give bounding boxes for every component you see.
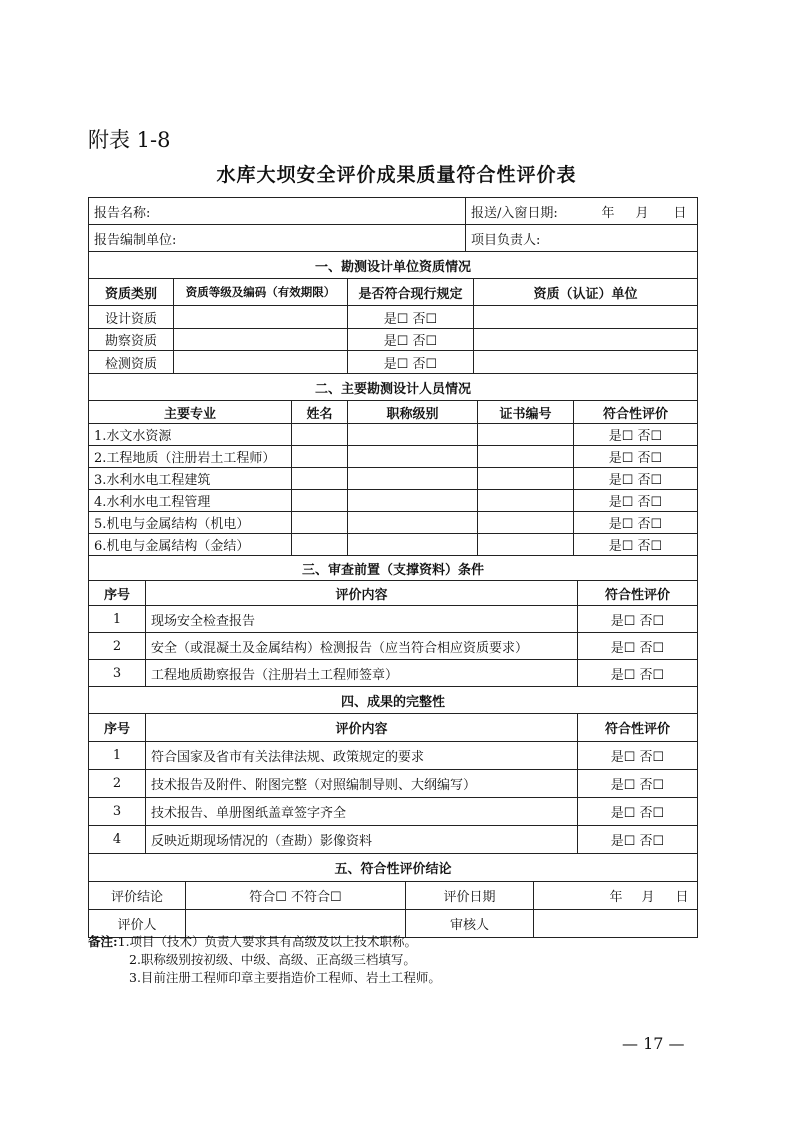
project-lead-label: 项目负责人: bbox=[465, 225, 697, 251]
major-label: 4.水利水电工程管理 bbox=[94, 495, 211, 510]
section1-header-grade: 资质等级及编码（有效期限） bbox=[173, 279, 347, 305]
major-label: 2.工程地质（注册岩土工程师） bbox=[94, 451, 276, 466]
compliance-checkbox[interactable]: 是☐ 否☐ bbox=[573, 512, 697, 533]
report-name-label: 报告名称: bbox=[94, 205, 151, 221]
conclusion-row bbox=[88, 882, 698, 910]
form-title: 水库大坝安全评价成果质量符合性评价表 bbox=[216, 164, 577, 186]
section4-header-no: 序号 bbox=[103, 722, 130, 737]
table-row bbox=[88, 770, 698, 798]
notes-block bbox=[88, 933, 441, 987]
table-row bbox=[88, 424, 698, 446]
info-row-report-name bbox=[88, 197, 698, 225]
major-label: 6.机电与金属结构（金结） bbox=[94, 539, 250, 554]
compliance-checkbox[interactable]: 是☐ 否☐ bbox=[577, 606, 697, 632]
compliance-checkbox[interactable]: 是☐ 否☐ bbox=[573, 534, 697, 555]
compliance-checkbox[interactable]: 是☐ 否☐ bbox=[577, 633, 697, 659]
section2-header-cert-no: 证书编号 bbox=[477, 401, 573, 423]
row-number: 1 bbox=[112, 611, 122, 627]
evaluation-form-table bbox=[88, 197, 698, 938]
title-level-cell[interactable] bbox=[347, 446, 477, 467]
table-row bbox=[88, 329, 698, 351]
section1-header-type: 资质类别 bbox=[104, 286, 157, 302]
table-row bbox=[88, 468, 698, 490]
qualification-type: 勘察资质 bbox=[104, 334, 157, 349]
compliance-checkbox[interactable]: 是☐ 否☐ bbox=[577, 660, 697, 686]
section2-header-major: 主要专业 bbox=[163, 406, 216, 422]
title-level-cell[interactable] bbox=[347, 424, 477, 445]
submit-day-label: 日 bbox=[673, 205, 687, 221]
evaluation-content: 现场安全检查报告 bbox=[145, 606, 577, 632]
compliance-checkbox[interactable]: 是☐ 否☐ bbox=[573, 490, 697, 511]
qualification-type: 检测资质 bbox=[104, 356, 157, 372]
note-item: 2.职称级别按初级、中级、高级、正高级三档填写。 bbox=[129, 952, 416, 967]
table-row bbox=[88, 490, 698, 512]
conclusion-label: 评价结论 bbox=[110, 890, 163, 905]
qualification-grade-cell[interactable] bbox=[173, 351, 347, 373]
section3-header-row bbox=[88, 581, 698, 606]
evaluator-label: 评价人 bbox=[117, 918, 157, 933]
conclusion-checkboxes[interactable]: 符合☐ 不符合☐ bbox=[185, 882, 405, 909]
cert-no-cell[interactable] bbox=[477, 490, 573, 511]
compliance-checkbox[interactable]: 是☐ 否☐ bbox=[347, 351, 473, 373]
section1-title-row bbox=[88, 252, 698, 279]
section2-title-row bbox=[88, 374, 698, 401]
major-label: 1.水文水资源 bbox=[94, 429, 172, 444]
qualification-grade-cell[interactable] bbox=[173, 306, 347, 328]
note-item: 3.目前注册工程师印章主要指造价工程师、岩土工程师。 bbox=[129, 970, 441, 985]
info-row-compiler bbox=[88, 225, 698, 252]
reviewer-cell[interactable] bbox=[533, 910, 697, 937]
compiler-label: 报告编制单位: bbox=[94, 232, 177, 248]
section2-header-name: 姓名 bbox=[291, 401, 347, 423]
evaluation-content: 反映近期现场情况的（查勘）影像资料 bbox=[145, 826, 577, 853]
submit-year-label: 年 bbox=[601, 205, 615, 221]
section2-header-title-level: 职称级别 bbox=[347, 401, 477, 423]
row-number: 4 bbox=[112, 832, 122, 847]
table-row bbox=[88, 826, 698, 854]
section1-header-row bbox=[88, 279, 698, 306]
evaluation-content: 工程地质勘察报告（注册岩土工程师签章） bbox=[145, 660, 577, 686]
evaluation-content: 安全（或混凝土及金属结构）检测报告（应当符合相应资质要求） bbox=[145, 633, 577, 659]
compliance-checkbox[interactable]: 是☐ 否☐ bbox=[573, 424, 697, 445]
table-row bbox=[88, 534, 698, 556]
table-row bbox=[88, 633, 698, 660]
section1-header-unit: 资质（认证）单位 bbox=[473, 279, 697, 305]
title-level-cell[interactable] bbox=[347, 468, 477, 489]
evaluation-content: 技术报告、单册图纸盖章签字齐全 bbox=[145, 798, 577, 825]
eval-month-label: 月 bbox=[641, 890, 655, 905]
title-level-cell[interactable] bbox=[347, 512, 477, 533]
cert-no-cell[interactable] bbox=[477, 512, 573, 533]
compliance-checkbox[interactable]: 是☐ 否☐ bbox=[347, 329, 473, 350]
section4-title: 四、成果的完整性 bbox=[340, 694, 445, 710]
compliance-checkbox[interactable]: 是☐ 否☐ bbox=[573, 446, 697, 467]
section4-header-content: 评价内容 bbox=[145, 714, 577, 741]
title-level-cell[interactable] bbox=[347, 534, 477, 555]
section1-title: 一、勘测设计单位资质情况 bbox=[314, 259, 471, 275]
cert-no-cell[interactable] bbox=[477, 424, 573, 445]
section3-title-row bbox=[88, 556, 698, 581]
row-number: 3 bbox=[112, 665, 122, 681]
section3-header-evaluation: 符合性评价 bbox=[577, 581, 697, 605]
qualification-unit-cell[interactable] bbox=[473, 329, 697, 350]
evaluation-content: 符合国家及省市有关法律法规、政策规定的要求 bbox=[145, 742, 577, 769]
person-name-cell[interactable] bbox=[291, 468, 347, 489]
section2-header-row bbox=[88, 401, 698, 424]
compliance-checkbox[interactable]: 是☐ 否☐ bbox=[577, 742, 697, 769]
section2-header-evaluation: 符合性评价 bbox=[573, 401, 697, 423]
eval-date-label: 评价日期 bbox=[405, 882, 533, 909]
table-row bbox=[88, 351, 698, 374]
section3-title: 三、审查前置（支撑资料）条件 bbox=[301, 562, 484, 578]
person-name-cell[interactable] bbox=[291, 512, 347, 533]
cert-no-cell[interactable] bbox=[477, 468, 573, 489]
row-number: 1 bbox=[112, 748, 122, 763]
section5-title-row bbox=[88, 854, 698, 882]
compliance-checkbox[interactable]: 是☐ 否☐ bbox=[577, 770, 697, 797]
attachment-label: 附表 1-8 bbox=[88, 128, 171, 152]
section3-header-no: 序号 bbox=[103, 587, 130, 603]
table-row bbox=[88, 606, 698, 633]
notes-label: 备注: bbox=[88, 934, 118, 949]
eval-day-label: 日 bbox=[675, 890, 689, 905]
section2-title: 二、主要勘测设计人员情况 bbox=[314, 381, 471, 397]
cert-no-cell[interactable] bbox=[477, 534, 573, 555]
compliance-checkbox[interactable]: 是☐ 否☐ bbox=[577, 826, 697, 853]
qualification-type: 设计资质 bbox=[104, 311, 157, 327]
section5-title: 五、符合性评价结论 bbox=[334, 862, 452, 877]
qualification-unit-cell[interactable] bbox=[473, 306, 697, 328]
table-row bbox=[88, 660, 698, 687]
section4-header-row bbox=[88, 714, 698, 742]
table-row bbox=[88, 798, 698, 826]
person-name-cell[interactable] bbox=[291, 446, 347, 467]
page-number: — 17 — bbox=[622, 1034, 685, 1053]
section3-header-content: 评价内容 bbox=[145, 581, 577, 605]
section4-header-evaluation: 符合性评价 bbox=[577, 714, 697, 741]
section4-title-row bbox=[88, 687, 698, 714]
table-row bbox=[88, 742, 698, 770]
eval-year-label: 年 bbox=[609, 890, 623, 905]
reviewer-label: 审核人 bbox=[405, 910, 533, 937]
table-row bbox=[88, 512, 698, 534]
major-label: 5.机电与金属结构（机电） bbox=[94, 517, 250, 532]
row-number: 3 bbox=[112, 804, 122, 819]
table-row bbox=[88, 306, 698, 329]
table-row bbox=[88, 446, 698, 468]
cert-no-cell[interactable] bbox=[477, 446, 573, 467]
compliance-checkbox[interactable]: 是☐ 否☐ bbox=[347, 306, 473, 328]
note-item: 1.项目（技术）负责人要求具有高级及以上技术职称。 bbox=[117, 934, 418, 949]
submit-date-label: 报送/入窗日期: bbox=[465, 198, 593, 224]
major-label: 3.水利水电工程建筑 bbox=[94, 473, 211, 488]
submit-month-label: 月 bbox=[635, 205, 649, 221]
person-name-cell[interactable] bbox=[291, 424, 347, 445]
compliance-checkbox[interactable]: 是☐ 否☐ bbox=[577, 798, 697, 825]
section1-header-compliance: 是否符合现行规定 bbox=[347, 279, 473, 305]
person-name-cell[interactable] bbox=[291, 490, 347, 511]
row-number: 2 bbox=[112, 638, 122, 654]
evaluation-content: 技术报告及附件、附图完整（对照编制导则、大纲编写） bbox=[145, 770, 577, 797]
person-name-cell[interactable] bbox=[291, 534, 347, 555]
compliance-checkbox[interactable]: 是☐ 否☐ bbox=[573, 468, 697, 489]
qualification-unit-cell[interactable] bbox=[473, 351, 697, 373]
row-number: 2 bbox=[112, 776, 122, 791]
title-level-cell[interactable] bbox=[347, 490, 477, 511]
qualification-grade-cell[interactable] bbox=[173, 329, 347, 350]
